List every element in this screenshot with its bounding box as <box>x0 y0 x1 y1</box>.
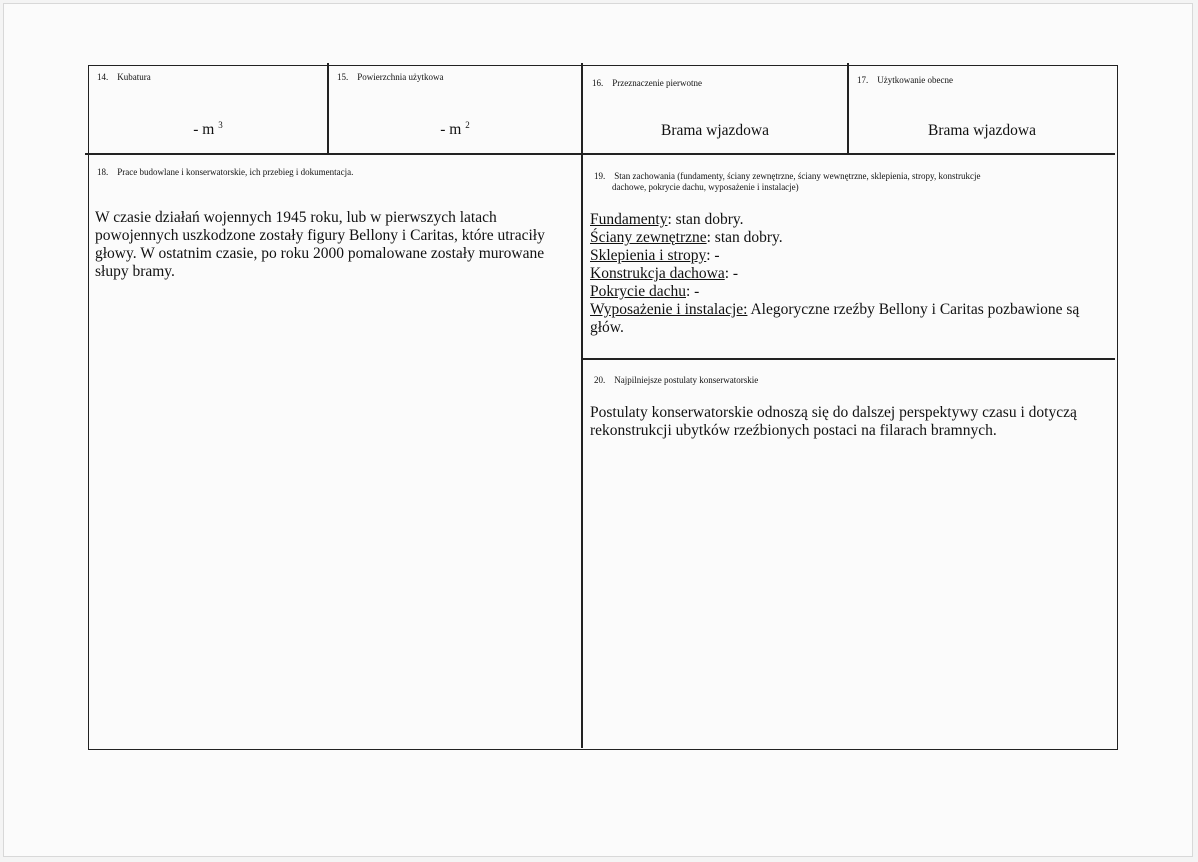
field-18-line: W czasie działań wojennych 1945 roku, lub w pierwszych latach <box>95 209 497 226</box>
field-18-line: słupy bramy. <box>95 263 175 280</box>
field-15-label: 15. Powierzchnia użytkowa <box>337 72 444 82</box>
field-18-label: 18. Prace budowlane i konserwatorskie, ich przebieg i dokumentacja. <box>97 167 354 177</box>
field-20-label: 20. Najpilniejsze postulaty konserwatorskie <box>594 375 759 385</box>
condition-item: Fundamenty: stan dobry. <box>590 211 744 228</box>
field-18-line: głowy. W ostatnim czasie, po roku 2000 pomalowane zostały murowane <box>95 245 545 262</box>
field-19-label: 19. Stan zachowania (fundamenty, ściany zewnętrzne, ściany wewnętrzne, sklepienia, stropy, konstrukcje dachowe, pokrycie dachu, wyposażenie i instalacje) <box>594 171 981 192</box>
field-20-text <box>590 404 1108 440</box>
field-16-value: Brama wjazdowa <box>660 122 770 139</box>
field-18-text <box>95 209 575 281</box>
field-17-label: 17. Użytkowanie obecne <box>857 75 953 85</box>
divider-14-15 <box>327 63 329 153</box>
condition-item: Pokrycie dachu: - <box>590 283 700 300</box>
condition-item: Sklepienia i stropy: - <box>590 247 720 264</box>
divider-19-20 <box>581 358 1115 360</box>
condition-item: Ściany zewnętrzne: stan dobry. <box>590 229 783 246</box>
field-20-line: rekonstrukcji ubytków rzeźbionych postaci na filarach bramnych. <box>590 422 997 439</box>
field-14-value: - m $^3$ <box>193 120 223 139</box>
divider-top-row <box>85 153 1115 155</box>
field-19-text <box>590 211 1105 337</box>
divider-main-vertical <box>581 63 583 748</box>
field-16-label: 16. Przeznaczenie pierwotne <box>592 78 702 88</box>
condition-continuation: głów. <box>590 319 624 336</box>
field-18-line: powojennych uszkodzone zostały figury Bellony i Caritas, które utraciły <box>95 227 545 244</box>
field-17-value: Brama wjazdowa <box>927 122 1037 139</box>
field-14-label: 14. Kubatura <box>97 72 151 82</box>
condition-item: Wyposażenie i instalacje: Alegoryczne rzeźby Bellony i Caritas pozbawione są <box>590 301 1080 318</box>
field-20-line: Postulaty konserwatorskie odnoszą się do dalszej perspektywy czasu i dotyczą <box>590 404 1077 421</box>
form-page <box>3 3 1193 857</box>
field-15-value: - m $^2$ <box>440 120 470 139</box>
condition-item: Konstrukcja dachowa: - <box>590 265 739 282</box>
